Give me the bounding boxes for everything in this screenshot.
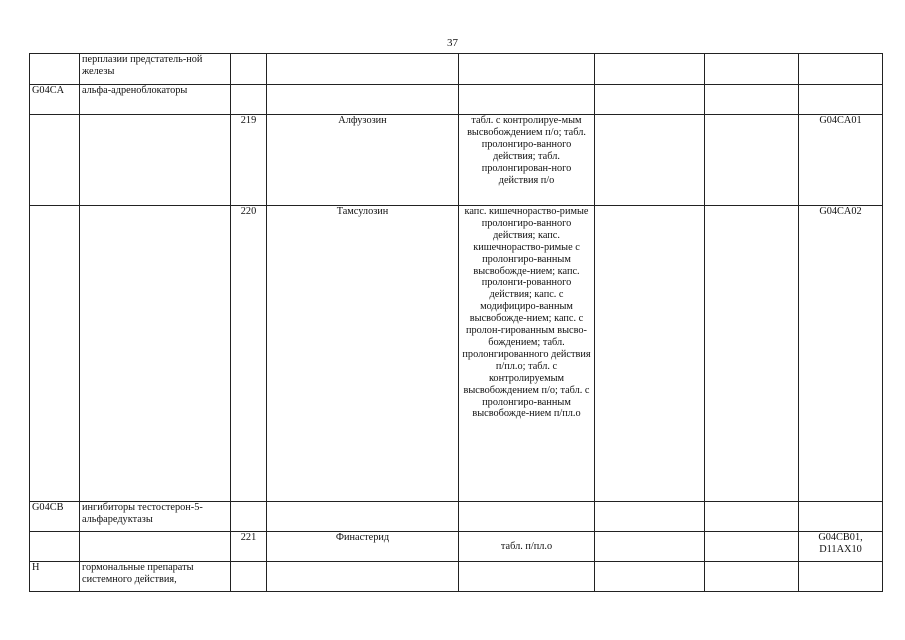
dosage-form xyxy=(459,562,595,592)
table-row xyxy=(30,85,883,115)
dosage-form xyxy=(459,85,595,115)
empty-cell xyxy=(595,206,705,502)
table-row xyxy=(30,54,883,85)
page-number: 37 xyxy=(447,37,458,49)
item-number xyxy=(231,502,267,532)
empty-cell xyxy=(595,54,705,85)
drug-name xyxy=(267,85,459,115)
table-row xyxy=(30,206,883,502)
atc-group-code: H xyxy=(30,562,80,592)
atc-group-name: альфа-адреноблокаторы xyxy=(80,85,231,115)
empty-cell xyxy=(595,562,705,592)
atc-group-name xyxy=(80,206,231,502)
atc-group-name xyxy=(80,532,231,562)
atc-group-code: G04CA xyxy=(30,85,80,115)
atc-code: G04CA02 xyxy=(799,206,883,502)
drug-name xyxy=(267,54,459,85)
atc-code xyxy=(799,562,883,592)
empty-cell xyxy=(705,85,799,115)
drug-name xyxy=(267,502,459,532)
atc-group-code xyxy=(30,54,80,85)
empty-cell xyxy=(705,54,799,85)
table-row xyxy=(30,562,883,592)
atc-code xyxy=(799,502,883,532)
empty-cell xyxy=(595,115,705,206)
empty-cell xyxy=(705,115,799,206)
dosage-form xyxy=(459,502,595,532)
drug-name: Финастерид xyxy=(267,532,459,562)
drug-list-table xyxy=(29,53,883,592)
atc-group-code xyxy=(30,532,80,562)
table-row xyxy=(30,115,883,206)
empty-cell xyxy=(595,502,705,532)
atc-group-name xyxy=(80,115,231,206)
table-row xyxy=(30,532,883,562)
drug-name: Алфузозин xyxy=(267,115,459,206)
atc-group-code xyxy=(30,115,80,206)
atc-code xyxy=(799,85,883,115)
atc-code: G04CB01, D11AX10 xyxy=(799,532,883,562)
item-number xyxy=(231,54,267,85)
atc-code: G04CA01 xyxy=(799,115,883,206)
item-number: 219 xyxy=(231,115,267,206)
item-number xyxy=(231,562,267,592)
atc-group-name: ингибиторы тестостерон-5-альфаредуктазы xyxy=(80,502,231,532)
atc-group-name: гормональные препараты системного действия, xyxy=(80,562,231,592)
empty-cell xyxy=(595,532,705,562)
dosage-form: капс. кишечнораство-римые пролонгиро-ванного действия; капс. кишечнораство-римые с пролонгиро-ванным высвобожде-нием; капс. пролонги-рованного действия; капс. с модифициро-ванным высвобожде-нием; капс. с пролон-гированным высво-бождением; табл. пролонгированного действия п/пл.о; табл. с контролируемым высвобождением п/о; табл. с пролонгиро-ванным высвобожде-нием п/пл.о xyxy=(459,206,595,502)
empty-cell xyxy=(705,502,799,532)
atc-group-name: перплазии предстатель-ной железы xyxy=(80,54,231,85)
item-number xyxy=(231,85,267,115)
table-row xyxy=(30,502,883,532)
dosage-form xyxy=(459,54,595,85)
empty-cell xyxy=(595,85,705,115)
dosage-form: табл. п/пл.о xyxy=(459,532,595,562)
atc-group-code: G04CB xyxy=(30,502,80,532)
item-number: 220 xyxy=(231,206,267,502)
empty-cell xyxy=(705,562,799,592)
drug-name xyxy=(267,562,459,592)
empty-cell xyxy=(705,532,799,562)
dosage-form: табл. с контролируе-мым высвобождением п/о; табл. пролонгиро-ванного действия; табл. пролонгирован-ного действия п/о xyxy=(459,115,595,206)
atc-group-code xyxy=(30,206,80,502)
atc-code xyxy=(799,54,883,85)
item-number: 221 xyxy=(231,532,267,562)
drug-name: Тамсулозин xyxy=(267,206,459,502)
empty-cell xyxy=(705,206,799,502)
